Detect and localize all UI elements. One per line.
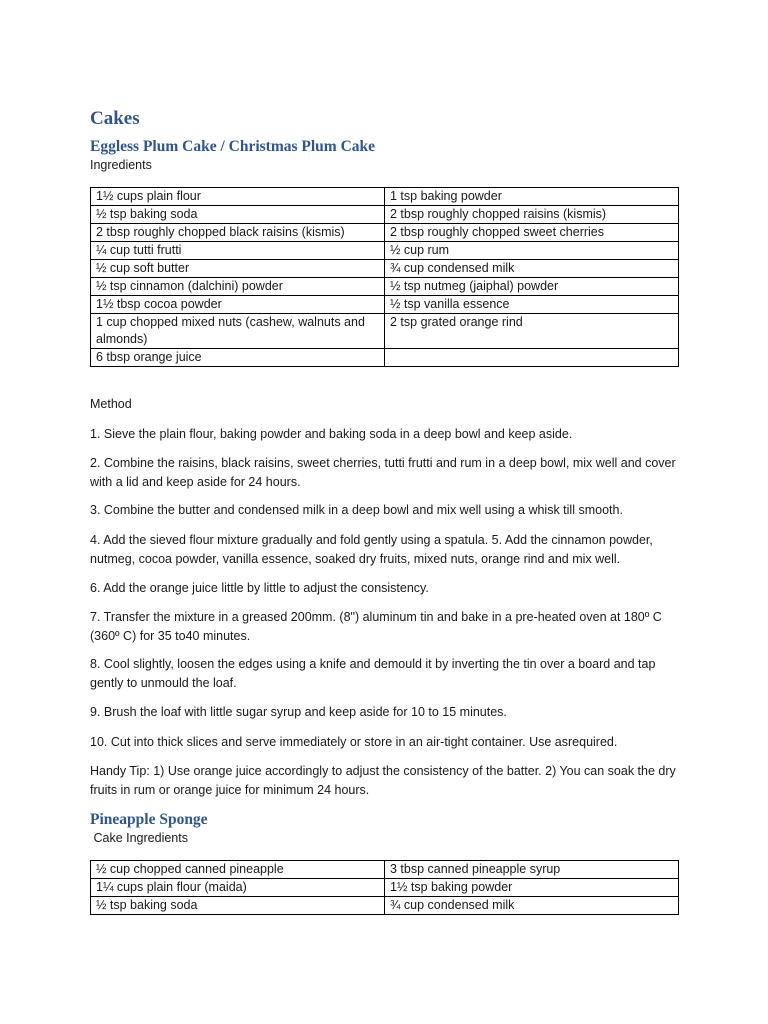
table-row — [91, 278, 679, 296]
table-cell: ½ tsp baking soda — [91, 897, 385, 915]
table-cell: 2 tbsp roughly chopped raisins (kismis) — [385, 206, 679, 224]
method-step: 8. Cool slightly, loosen the edges using a knife and demould it by inverting the tin over a board and tap gently to unmould the loaf. — [90, 657, 656, 690]
table-row — [91, 224, 679, 242]
ingredients-label: Ingredients — [90, 158, 152, 172]
ingredients-table — [90, 860, 679, 915]
method-step: 2. Combine the raisins, black raisins, sweet cherries, tutti frutti and rum in a deep bowl, mix well and cover with a lid and keep aside for 24 hours. — [90, 456, 676, 489]
recipe-title: Pineapple Sponge — [90, 811, 208, 828]
table-cell: ¾ cup condensed milk — [385, 897, 679, 915]
table-cell: ½ tsp baking soda — [91, 206, 385, 224]
method-label: Method — [90, 397, 132, 411]
method-step: 10. Cut into thick slices and serve immediately or store in an air-tight container. Use asrequired. — [90, 735, 618, 749]
table-cell: ½ tsp vanilla essence — [385, 296, 679, 314]
table-cell: 2 tbsp roughly chopped black raisins (kismis) — [91, 224, 385, 242]
table-row — [91, 314, 679, 349]
table-row — [91, 242, 679, 260]
table-cell: ¾ cup condensed milk — [385, 260, 679, 278]
section-title: Cakes — [90, 108, 140, 129]
table-row — [91, 879, 679, 897]
method-step: 3. Combine the butter and condensed milk in a deep bowl and mix well using a whisk till smooth. — [90, 503, 623, 517]
table-cell: ¼ cup tutti frutti — [91, 242, 385, 260]
ingredients-table — [90, 187, 679, 367]
method-step: 4. Add the sieved flour mixture gradually and fold gently using a spatula. 5. Add the cinnamon powder, nutmeg, cocoa powder, vanilla essence, soaked dry fruits, mixed nuts, orange rind and mix well. — [90, 533, 653, 566]
method-step: 1. Sieve the plain flour, baking powder and baking soda in a deep bowl and keep aside. — [90, 427, 573, 441]
table-cell: 3 tbsp canned pineapple syrup — [385, 861, 679, 879]
table-row — [91, 260, 679, 278]
table-cell — [385, 349, 679, 367]
table-row — [91, 861, 679, 879]
table-cell: ½ cup chopped canned pineapple — [91, 861, 385, 879]
table-cell: 1¼ cups plain flour (maida) — [91, 879, 385, 897]
table-cell: 1½ tsp baking powder — [385, 879, 679, 897]
table-cell: 1½ cups plain flour — [91, 188, 385, 206]
method-step: 7. Transfer the mixture in a greased 200mm. (8") aluminum tin and bake in a pre-heated oven at 180º C (360º C) for 35 to40 minutes. — [90, 610, 662, 643]
table-cell: 1½ tbsp cocoa powder — [91, 296, 385, 314]
table-cell: 1 tsp baking powder — [385, 188, 679, 206]
table-cell: ½ tsp nutmeg (jaiphal) powder — [385, 278, 679, 296]
table-row — [91, 897, 679, 915]
table-row — [91, 296, 679, 314]
handy-tip: Handy Tip: 1) Use orange juice accordingly to adjust the consistency of the batter. 2) You can soak the dry fruits in rum or orange juice for minimum 24 hours. — [90, 764, 676, 797]
recipe-title: Eggless Plum Cake / Christmas Plum Cake — [90, 138, 376, 155]
table-cell: ½ tsp cinnamon (dalchini) powder — [91, 278, 385, 296]
table-cell: 2 tbsp roughly chopped sweet cherries — [385, 224, 679, 242]
table-row — [91, 206, 679, 224]
method-step: 9. Brush the loaf with little sugar syrup and keep aside for 10 to 15 minutes. — [90, 705, 507, 719]
table-cell: ½ cup rum — [385, 242, 679, 260]
table-row — [91, 349, 679, 367]
ingredients-label: Cake Ingredients — [90, 831, 188, 845]
table-cell: ½ cup soft butter — [91, 260, 385, 278]
table-cell: 2 tsp grated orange rind — [385, 314, 679, 349]
table-cell: 1 cup chopped mixed nuts (cashew, walnuts and almonds) — [91, 314, 385, 349]
method-step: 6. Add the orange juice little by little to adjust the consistency. — [90, 581, 429, 595]
table-cell: 6 tbsp orange juice — [91, 349, 385, 367]
table-row — [91, 188, 679, 206]
